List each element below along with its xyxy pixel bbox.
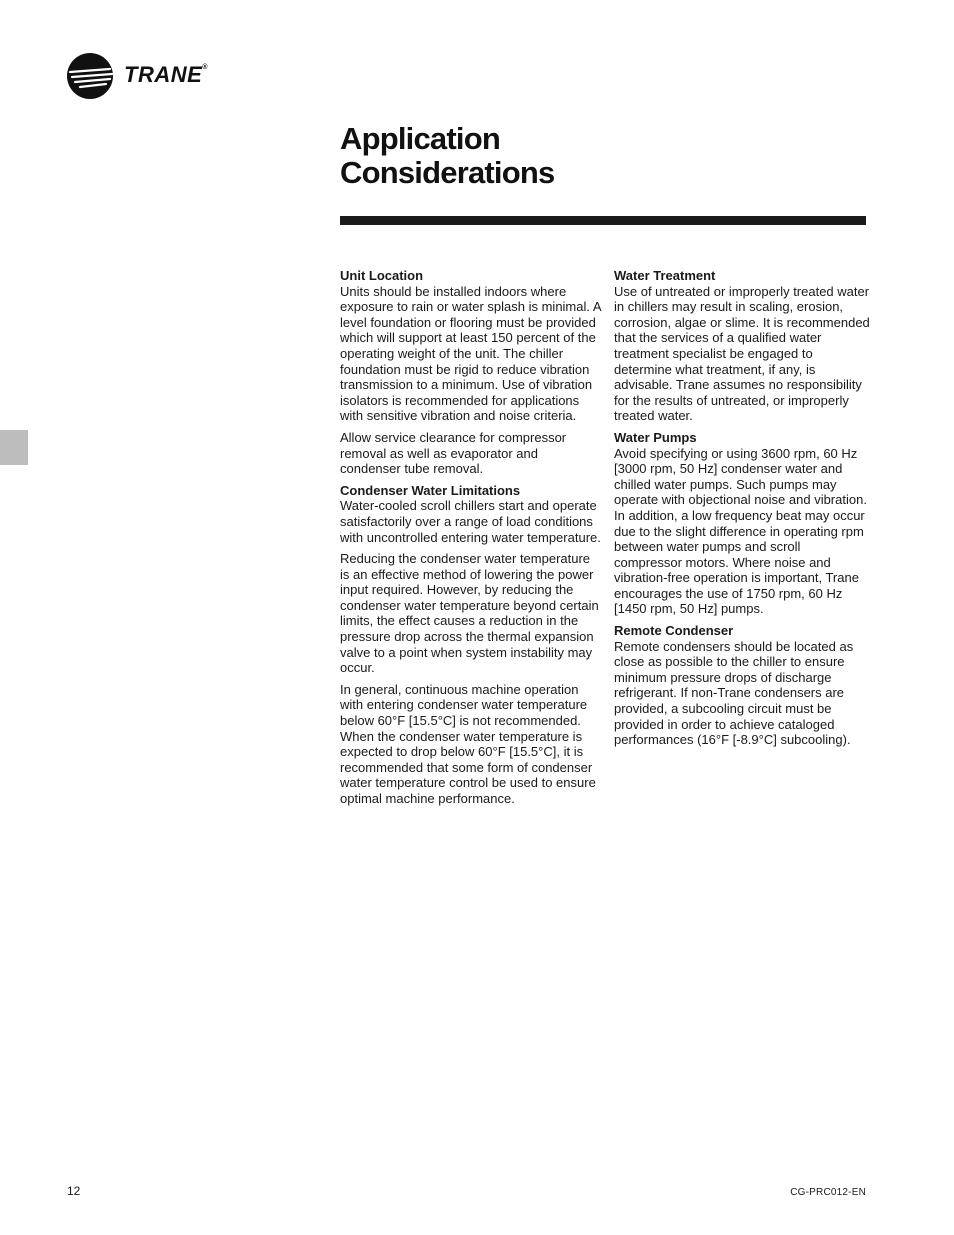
trane-logo: [66, 52, 216, 100]
section-side-tab: [0, 430, 28, 465]
right-column: [614, 268, 870, 754]
paragraph: Allow service clearance for compressor removal as well as evaporator and condenser tube removal.: [340, 429, 567, 477]
section-heading: Remote Condenser: [614, 623, 734, 639]
section-heading: Condenser Water Limitations: [340, 482, 521, 498]
section-remote-condenser: [614, 623, 870, 748]
page-title: [340, 122, 554, 190]
paragraph: Units should be installed indoors where exposure to rain or water splash is minimal. A level foundation or flooring must be provided which will support at least 150 percent of the operating weight of the unit. The chiller foundation must be rigid to reduce vibration transmission to a minimum. Use of vibration isolators is recommended for applications with sensitive vibration and noise criteria.: [340, 283, 601, 424]
page-number: 12: [67, 1184, 81, 1198]
section-heading: Unit Location: [340, 268, 424, 283]
paragraph: Reducing the condenser water temperature is an effective method of lowering the power input required. However, by reducing the condenser water temperature beyond certain limits, the effect causes a reduction in the pressure drop across the thermal expansion valve to a point when system instability may occur.: [340, 551, 599, 676]
page-title-line-1: Application: [340, 121, 500, 156]
section-unit-location: [340, 268, 602, 477]
document-code: CG-PRC012-EN: [790, 1187, 866, 1198]
trane-circle-logo-icon: [66, 52, 114, 100]
brand-wordmark: [124, 62, 208, 88]
paragraph: Avoid specifying or using 3600 rpm, 60 Hz [3000 rpm, 50 Hz] condenser water and chilled water pumps. Such pumps may operate with objectional noise and vibration. In addition, a low frequency beat may occur due to the slight difference in operating rpm between water pumps and scroll compressor motors. Where noise and vibration-free operation is important, Trane encourages the use of 1750 rpm, 60 Hz [1450 rpm, 50 Hz] pumps.: [614, 445, 867, 617]
brand-name: TRANE: [124, 62, 203, 87]
page-title-line-2: Considerations: [340, 155, 555, 190]
paragraph: Remote condensers should be located as close as possible to the chiller to ensure minimum pressure drops of discharge refrigerant. If non-Trane condensers are provided, a subcooling circuit must be provided in order to achieve cataloged performances (16°F [-8.9°C] subcooling).: [614, 638, 854, 748]
paragraph: Use of untreated or improperly treated water in chillers may result in scaling, erosion, corrosion, algae or slime. It is recommended that the services of a qualified water treatment specialist be engaged to determine what treatment, if any, is advisable. Trane assumes no responsibility for the results of untreated, or improperly treated water.: [614, 283, 870, 424]
title-rule: [340, 216, 866, 225]
paragraph: In general, continuous machine operation with entering condenser water temperature below 60°F [15.5°C] is not recommended. When the condenser water temperature is expected to drop below 60°F [15.5°C], it is recommended that some form of condenser water temperature control be used to ensure optimal machine performance.: [340, 681, 596, 806]
section-heading: Water Treatment: [614, 268, 716, 283]
section-heading: Water Pumps: [614, 429, 697, 445]
section-water-treatment: [614, 268, 870, 424]
left-column: [340, 268, 602, 813]
section-water-pumps: [614, 430, 870, 617]
section-condenser-water-limitations: [340, 483, 602, 807]
registered-mark: ®: [202, 64, 208, 71]
paragraph: Water-cooled scroll chillers start and operate satisfactorily over a range of load conditions with uncontrolled entering water temperature.: [340, 498, 601, 545]
